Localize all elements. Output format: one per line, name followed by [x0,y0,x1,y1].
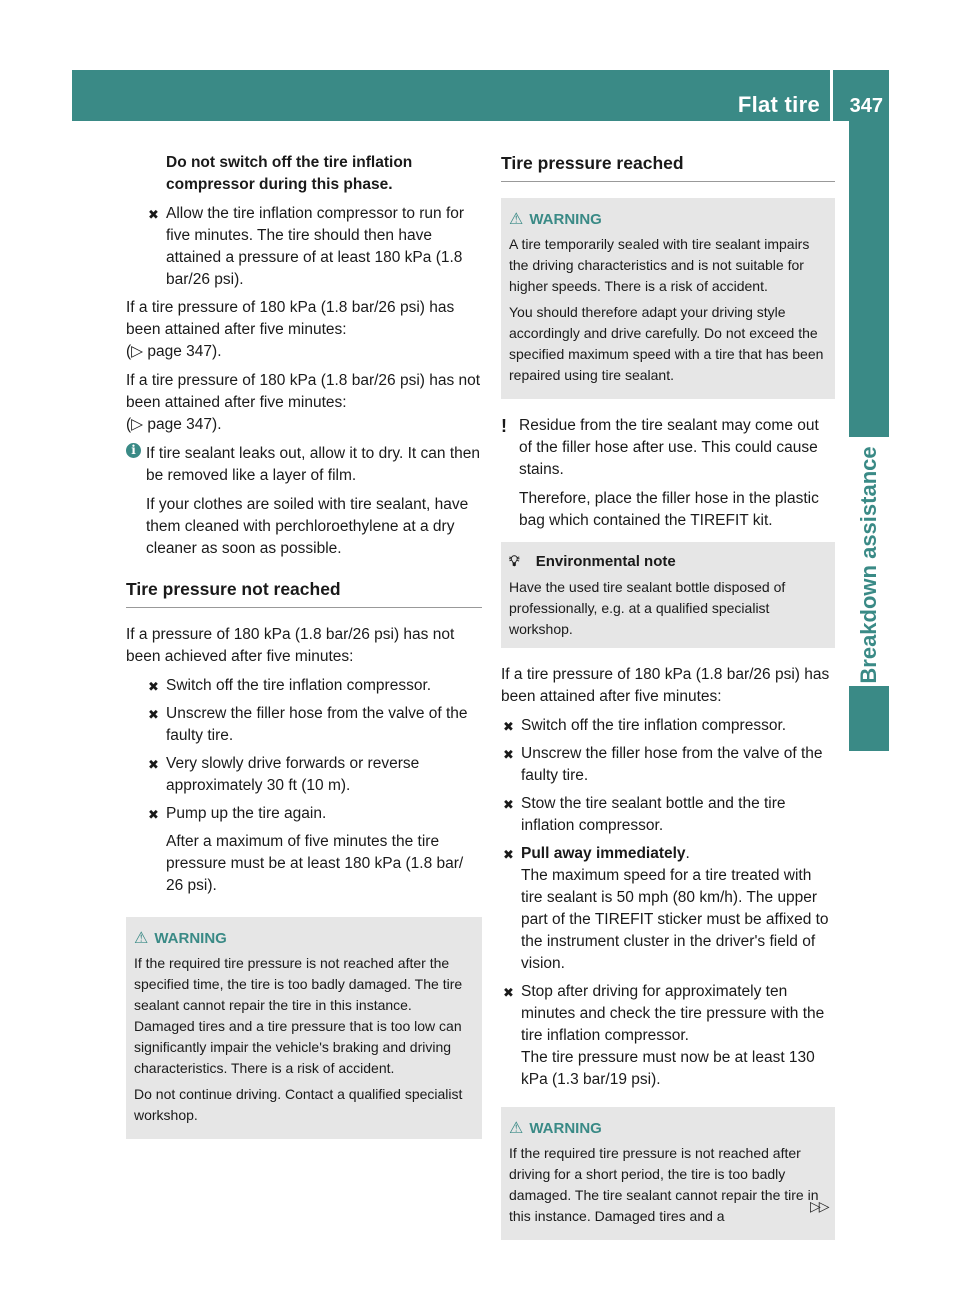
environmental-note-box [501,542,835,648]
step-item [501,981,835,1091]
step-text: Very slowly drive forwards or reverse approximately 30 ft (10 m). [166,755,420,794]
step-item [146,803,482,897]
info-icon: i [126,443,141,458]
info-text: If tire sealant leaks out, allow it to dry. It can then be removed like a layer of film. [146,445,480,484]
warning-triangle-icon: ⚠ [509,1120,524,1137]
step-item [501,743,835,787]
step-arrow-icon: ✖ [148,757,159,772]
warning-title-text: WARNING [154,930,227,947]
side-tab-label: Breakdown assistance [856,446,881,684]
page-number: 347 [849,95,883,117]
caution-note [501,415,835,532]
step-item [501,843,835,975]
warning-title [134,928,474,949]
header-bar [72,70,889,121]
section-heading: Tire pressure not reached [126,578,482,608]
paragraph [126,370,482,436]
side-tab-upper [849,121,889,437]
step-text: Switch off the tire inflation compressor. [166,677,432,694]
paragraph-text: If a tire pressure of 180 kPa (1.8 bar/26 psi) has not been attained after five minutes: [126,372,481,411]
intro-bold-note: Do not switch off the tire inflation compressor during this phase. [166,154,413,193]
step-result: After a maximum of five minutes the tire pressure must be at least 180 kPa (1.8 bar/ 26 psi). [166,833,464,894]
caution-text: Therefore, place the filler hose in the plastic bag which contained the TIREFIT kit. [519,490,819,529]
step-bold-suffix: . [685,845,690,862]
step-bold-text: Pull away immediately [521,845,686,862]
header-divider [830,70,833,121]
page-reference-link[interactable]: (▷ page 347). [126,416,222,433]
left-column [126,152,482,1155]
step-arrow-icon: ✖ [148,707,159,722]
step-arrow-icon: ✖ [148,807,159,822]
right-column [501,152,835,1256]
env-note-title [509,551,827,572]
step-item [146,753,482,797]
warning-title [509,1118,827,1139]
warning-triangle-icon: ⚠ [134,930,149,947]
warning-box [126,917,482,1139]
warning-box [501,1107,835,1240]
warning-text: Do not continue driving. Contact a qualified specialist workshop. [134,1086,463,1123]
paragraph [126,297,482,363]
step-text: Unscrew the filler hose from the valve of the faulty tire. [166,705,468,744]
paragraph: If a tire pressure of 180 kPa (1.8 bar/26 psi) has been attained after five minutes: [501,666,830,705]
env-note-title-text: Environmental note [535,553,676,570]
step-text: Switch off the tire inflation compressor. [521,717,787,734]
step-item [501,715,835,737]
step-arrow-icon: ✖ [503,797,514,812]
warning-box [501,198,835,399]
continue-arrows-icon: ▷▷ [810,1198,828,1214]
exclamation-icon: ! [501,416,507,436]
warning-title [509,209,827,230]
step-item [146,703,482,747]
step-arrow-icon: ✖ [148,207,159,222]
warning-text: A tire temporarily sealed with tire sealant impairs the driving characteristics and is not suitable for higher speeds. There is a risk of accident. [509,236,810,294]
step-arrow-icon: ✖ [503,719,514,734]
info-note [126,443,482,560]
warning-title-text: WARNING [529,1120,602,1137]
step-arrow-icon: ✖ [503,847,514,862]
step-result: The tire pressure must now be at least 130 kPa (1.3 bar/19 psi). [521,1049,815,1088]
warning-text: If the required tire pressure is not reached after the specified time, the tire is too badly damaged. The tire sealant cannot repair the tire in this instance. Damaged tires and a tire pressure that is too low can significantly impair the vehicle's braking and driving characteristics. There is a risk of accident. [134,955,463,1076]
warning-text: You should therefore adapt your driving style accordingly and drive carefully. Do not exceed the specified maximum speed with a tire that has been repaired using tire sealant. [509,304,824,383]
caution-text: Residue from the tire sealant may come out of the filler hose after use. This could cause stains. [519,417,819,478]
step-arrow-icon: ✖ [503,985,514,1000]
page-title: Flat tire [737,92,820,117]
step-arrow-icon: ✖ [148,679,159,694]
step-text: Pump up the tire again. [166,805,327,822]
section-intro: If a pressure of 180 kPa (1.8 bar/26 psi) has not been achieved after five minutes: [126,626,455,665]
step-text: Stow the tire sealant bottle and the tire inflation compressor. [521,795,786,834]
leaf-icon: 💡︎ [509,553,520,570]
step-item [146,675,482,697]
step-result: The maximum speed for a tire treated with tire sealant is 50 mph (80 km/h). The upper part of the TIREFIT sticker must be affixed to the instrument cluster in the driver's field of vision. [521,867,829,972]
step-item [501,793,835,837]
step-item [146,203,482,291]
page-reference-link[interactable]: (▷ page 347). [126,343,222,360]
warning-text: If the required tire pressure is not reached after driving for a short period, the tire is too badly damaged. The tire sealant cannot repair the tire in this instance. Damaged tires and a [509,1145,819,1224]
step-text: Unscrew the filler hose from the valve of the faulty tire. [521,745,823,784]
side-tab-lower [849,686,889,751]
warning-title-text: WARNING [529,211,602,228]
info-text: If your clothes are soiled with tire sealant, have them cleaned with perchloroethylene at a dry cleaner as soon as possible. [146,496,469,557]
step-text: Allow the tire inflation compressor to run for five minutes. The tire should then have attained a pressure of at least 180 kPa (1.8 bar/26 psi). [166,205,465,288]
warning-triangle-icon: ⚠ [509,211,524,228]
paragraph-text: If a tire pressure of 180 kPa (1.8 bar/26 psi) has been attained after five minutes: [126,299,455,338]
section-heading: Tire pressure reached [501,152,835,182]
env-note-text: Have the used tire sealant bottle disposed of professionally, e.g. at a qualified specialist workshop. [509,579,786,637]
step-arrow-icon: ✖ [503,747,514,762]
step-text: Stop after driving for approximately ten minutes and check the tire pressure with the tire inflation compressor. [521,983,825,1044]
